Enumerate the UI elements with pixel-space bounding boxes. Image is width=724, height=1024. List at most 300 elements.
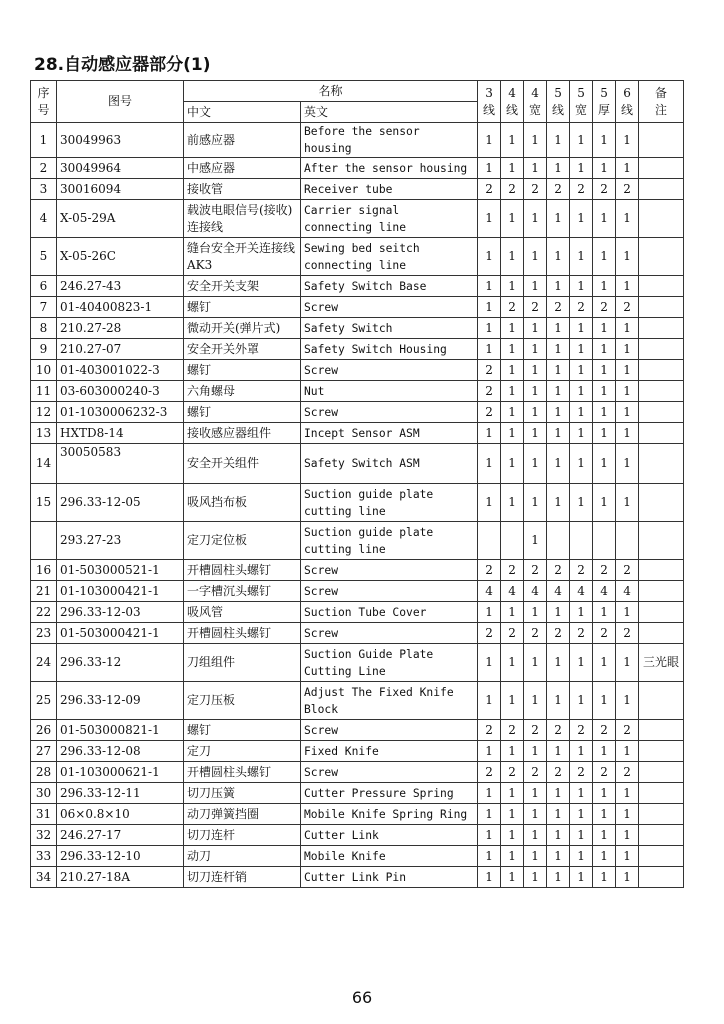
table-row: [31, 484, 684, 522]
part-name-cn: 开槽圆柱头螺钉: [184, 623, 301, 644]
quantity-cell: 1: [478, 741, 501, 762]
row-number: 7: [31, 297, 57, 318]
quantity-cell: 1: [593, 200, 616, 238]
part-name-cn: 切刀连杆销: [184, 867, 301, 888]
remark-cell: [639, 423, 684, 444]
part-name-en: Safety Switch: [301, 318, 478, 339]
quantity-cell: 1: [501, 444, 524, 484]
part-name-cn: 螺钉: [184, 402, 301, 423]
part-name-en: Suction guide plate cutting line: [301, 522, 478, 560]
header-part-no: 图号: [57, 81, 184, 123]
quantity-cell: 1: [593, 846, 616, 867]
quantity-cell: 1: [593, 360, 616, 381]
quantity-cell: 2: [593, 762, 616, 783]
row-number: 9: [31, 339, 57, 360]
quantity-cell: 1: [570, 318, 593, 339]
row-number: 32: [31, 825, 57, 846]
part-name-en: Sewing bed seitch connecting line: [301, 238, 478, 276]
part-name-en: Screw: [301, 297, 478, 318]
part-number: 210.27-28: [57, 318, 184, 339]
quantity-cell: 1: [570, 682, 593, 720]
quantity-cell: 2: [501, 179, 524, 200]
remark-cell: [639, 123, 684, 158]
part-name-cn: 载波电眼信号(接收)连接线: [184, 200, 301, 238]
table-row: [31, 867, 684, 888]
part-number: 246.27-43: [57, 276, 184, 297]
quantity-cell: 1: [593, 602, 616, 623]
quantity-cell: 1: [616, 804, 639, 825]
row-number: 28: [31, 762, 57, 783]
quantity-cell: 1: [547, 867, 570, 888]
quantity-cell: 1: [616, 339, 639, 360]
quantity-cell: 1: [524, 200, 547, 238]
quantity-cell: 2: [524, 762, 547, 783]
quantity-cell: 2: [501, 623, 524, 644]
table-row: [31, 825, 684, 846]
quantity-cell: 1: [616, 200, 639, 238]
quantity-cell: 1: [593, 123, 616, 158]
quantity-cell: 2: [547, 179, 570, 200]
remark-cell: [639, 444, 684, 484]
quantity-cell: 4: [524, 581, 547, 602]
quantity-cell: 2: [478, 762, 501, 783]
quantity-cell: 1: [570, 381, 593, 402]
header-model: 4 线: [501, 81, 524, 123]
quantity-cell: 2: [616, 720, 639, 741]
table-row: [31, 741, 684, 762]
part-number: 01-103000621-1: [57, 762, 184, 783]
row-number: 34: [31, 867, 57, 888]
quantity-cell: 1: [501, 423, 524, 444]
part-name-en: Cutter Pressure Spring: [301, 783, 478, 804]
part-name-cn: 接收感应器组件: [184, 423, 301, 444]
table-row: [31, 644, 684, 682]
quantity-cell: 4: [616, 581, 639, 602]
row-number: 1: [31, 123, 57, 158]
header-remark: 备 注: [639, 81, 684, 123]
row-number: [31, 522, 57, 560]
quantity-cell: 4: [547, 581, 570, 602]
quantity-cell: 1: [501, 783, 524, 804]
quantity-cell: 1: [570, 867, 593, 888]
quantity-cell: 2: [501, 560, 524, 581]
quantity-cell: 2: [547, 560, 570, 581]
part-name-cn: 定刀压板: [184, 682, 301, 720]
quantity-cell: 1: [616, 381, 639, 402]
quantity-cell: 1: [524, 804, 547, 825]
quantity-cell: 1: [478, 339, 501, 360]
quantity-cell: 2: [616, 560, 639, 581]
quantity-cell: 1: [547, 444, 570, 484]
quantity-cell: 1: [524, 238, 547, 276]
quantity-cell: 1: [570, 644, 593, 682]
header-cn: 中文: [184, 102, 301, 123]
quantity-cell: 1: [524, 867, 547, 888]
part-number: 296.33-12-05: [57, 484, 184, 522]
quantity-cell: 1: [501, 825, 524, 846]
row-number: 24: [31, 644, 57, 682]
quantity-cell: 1: [616, 444, 639, 484]
part-name-en: Cutter Link Pin: [301, 867, 478, 888]
part-name-en: Carrier signal connecting line: [301, 200, 478, 238]
quantity-cell: 1: [478, 423, 501, 444]
quantity-cell: 1: [547, 423, 570, 444]
part-name-cn: 吸风管: [184, 602, 301, 623]
quantity-cell: 1: [524, 339, 547, 360]
quantity-cell: 2: [570, 297, 593, 318]
part-name-cn: 开槽圆柱头螺钉: [184, 762, 301, 783]
part-name-cn: 中感应器: [184, 158, 301, 179]
quantity-cell: 4: [570, 581, 593, 602]
row-number: 33: [31, 846, 57, 867]
row-number: 16: [31, 560, 57, 581]
quantity-cell: 1: [547, 360, 570, 381]
quantity-cell: 1: [593, 423, 616, 444]
row-number: 25: [31, 682, 57, 720]
part-name-cn: 螺钉: [184, 297, 301, 318]
remark-cell: [639, 318, 684, 339]
quantity-cell: 1: [478, 200, 501, 238]
part-number: 296.33-12-10: [57, 846, 184, 867]
part-name-en: Mobile Knife: [301, 846, 478, 867]
quantity-cell: 1: [478, 783, 501, 804]
row-number: 12: [31, 402, 57, 423]
quantity-cell: 1: [616, 360, 639, 381]
quantity-cell: 2: [501, 762, 524, 783]
quantity-cell: 1: [593, 444, 616, 484]
remark-cell: [639, 179, 684, 200]
quantity-cell: 1: [593, 339, 616, 360]
quantity-cell: 1: [547, 602, 570, 623]
part-number: 01-503000421-1: [57, 623, 184, 644]
quantity-cell: 2: [570, 560, 593, 581]
quantity-cell: 1: [593, 644, 616, 682]
part-number: 03-603000240-3: [57, 381, 184, 402]
quantity-cell: 1: [501, 741, 524, 762]
table-row: [31, 720, 684, 741]
quantity-cell: 1: [547, 238, 570, 276]
quantity-cell: 1: [547, 339, 570, 360]
remark-cell: [639, 762, 684, 783]
quantity-cell: 1: [478, 602, 501, 623]
quantity-cell: 1: [570, 402, 593, 423]
quantity-cell: 1: [524, 276, 547, 297]
part-name-en: Screw: [301, 360, 478, 381]
quantity-cell: 2: [593, 623, 616, 644]
quantity-cell: 1: [501, 238, 524, 276]
table-row: [31, 179, 684, 200]
header-model: 5 厚: [593, 81, 616, 123]
quantity-cell: [616, 522, 639, 560]
table-row: [31, 360, 684, 381]
quantity-cell: 1: [524, 741, 547, 762]
quantity-cell: 1: [501, 200, 524, 238]
page-title: 28.自动感应器部分(1): [34, 55, 211, 75]
part-name-cn: 安全开关外罩: [184, 339, 301, 360]
page-number: 66: [351, 988, 373, 1007]
table-row: [31, 158, 684, 179]
remark-cell: [639, 825, 684, 846]
quantity-cell: 2: [593, 560, 616, 581]
quantity-cell: 1: [593, 741, 616, 762]
row-number: 21: [31, 581, 57, 602]
quantity-cell: 1: [547, 381, 570, 402]
quantity-cell: 1: [616, 123, 639, 158]
quantity-cell: 1: [547, 804, 570, 825]
quantity-cell: 1: [570, 276, 593, 297]
quantity-cell: 1: [570, 339, 593, 360]
quantity-cell: 1: [478, 644, 501, 682]
quantity-cell: 1: [478, 484, 501, 522]
part-name-cn: 缝台安全开关连接线 AK3: [184, 238, 301, 276]
quantity-cell: 2: [478, 360, 501, 381]
quantity-cell: 1: [547, 846, 570, 867]
quantity-cell: 4: [501, 581, 524, 602]
remark-cell: [639, 238, 684, 276]
quantity-cell: 1: [616, 846, 639, 867]
quantity-cell: 1: [501, 360, 524, 381]
quantity-cell: 2: [547, 297, 570, 318]
part-number: 246.27-17: [57, 825, 184, 846]
remark-cell: [639, 484, 684, 522]
part-name-en: Screw: [301, 560, 478, 581]
part-name-en: Screw: [301, 581, 478, 602]
remark-cell: [639, 158, 684, 179]
quantity-cell: 1: [501, 644, 524, 682]
row-number: 4: [31, 200, 57, 238]
parts-table-body: [31, 123, 684, 888]
quantity-cell: 2: [524, 560, 547, 581]
quantity-cell: 1: [547, 783, 570, 804]
part-name-cn: 动刀弹簧挡圈: [184, 804, 301, 825]
quantity-cell: 1: [547, 682, 570, 720]
quantity-cell: 1: [616, 484, 639, 522]
quantity-cell: 1: [547, 741, 570, 762]
remark-cell: [639, 682, 684, 720]
quantity-cell: [547, 522, 570, 560]
part-name-cn: 开槽圆柱头螺钉: [184, 560, 301, 581]
part-number: HXTD8-14: [57, 423, 184, 444]
part-name-cn: 动刀: [184, 846, 301, 867]
part-number: 296.33-12-11: [57, 783, 184, 804]
quantity-cell: 1: [524, 484, 547, 522]
quantity-cell: 1: [547, 484, 570, 522]
part-name-en: Safety Switch Base: [301, 276, 478, 297]
part-name-en: Cutter Link: [301, 825, 478, 846]
row-number: 6: [31, 276, 57, 297]
quantity-cell: 1: [478, 867, 501, 888]
quantity-cell: 2: [616, 179, 639, 200]
part-name-en: Safety Switch ASM: [301, 444, 478, 484]
part-name-en: Incept Sensor ASM: [301, 423, 478, 444]
quantity-cell: 1: [478, 318, 501, 339]
quantity-cell: 1: [524, 402, 547, 423]
part-number: 296.33-12-03: [57, 602, 184, 623]
quantity-cell: 1: [616, 318, 639, 339]
quantity-cell: 1: [547, 402, 570, 423]
row-number: 8: [31, 318, 57, 339]
remark-cell: [639, 581, 684, 602]
row-number: 15: [31, 484, 57, 522]
table-row: [31, 846, 684, 867]
quantity-cell: 1: [524, 522, 547, 560]
remark-cell: [639, 783, 684, 804]
part-number: 01-1030006232-3: [57, 402, 184, 423]
quantity-cell: 2: [478, 402, 501, 423]
quantity-cell: 2: [570, 179, 593, 200]
part-number: 30016094: [57, 179, 184, 200]
part-name-en: Suction Guide Plate Cutting Line: [301, 644, 478, 682]
part-number: 293.27-23: [57, 522, 184, 560]
part-name-cn: 吸风挡布板: [184, 484, 301, 522]
quantity-cell: 2: [547, 762, 570, 783]
part-number: 01-403001022-3: [57, 360, 184, 381]
quantity-cell: 2: [616, 297, 639, 318]
quantity-cell: 1: [570, 484, 593, 522]
row-number: 14: [31, 444, 57, 484]
quantity-cell: [593, 522, 616, 560]
quantity-cell: 2: [570, 762, 593, 783]
part-name-cn: 定刀: [184, 741, 301, 762]
row-number: 10: [31, 360, 57, 381]
part-name-cn: 螺钉: [184, 360, 301, 381]
row-number: 5: [31, 238, 57, 276]
quantity-cell: 1: [593, 381, 616, 402]
quantity-cell: 1: [616, 402, 639, 423]
quantity-cell: 2: [478, 179, 501, 200]
quantity-cell: 1: [570, 444, 593, 484]
part-name-en: Adjust The Fixed Knife Block: [301, 682, 478, 720]
part-name-en: Receiver tube: [301, 179, 478, 200]
row-number: 27: [31, 741, 57, 762]
quantity-cell: 1: [570, 158, 593, 179]
part-number: 210.27-07: [57, 339, 184, 360]
quantity-cell: 2: [478, 623, 501, 644]
quantity-cell: 1: [524, 444, 547, 484]
part-name-cn: 六角螺母: [184, 381, 301, 402]
part-name-en: After the sensor housing: [301, 158, 478, 179]
quantity-cell: [570, 522, 593, 560]
remark-cell: [639, 200, 684, 238]
quantity-cell: 2: [478, 720, 501, 741]
part-number: X-05-26C: [57, 238, 184, 276]
quantity-cell: 1: [593, 158, 616, 179]
quantity-cell: 1: [616, 602, 639, 623]
part-name-cn: 切刀连杆: [184, 825, 301, 846]
remark-cell: [639, 297, 684, 318]
quantity-cell: 1: [547, 825, 570, 846]
row-number: 23: [31, 623, 57, 644]
remark-cell: [639, 360, 684, 381]
quantity-cell: 1: [478, 846, 501, 867]
quantity-cell: 2: [501, 297, 524, 318]
remark-cell: [639, 623, 684, 644]
quantity-cell: [478, 522, 501, 560]
quantity-cell: 1: [616, 867, 639, 888]
quantity-cell: 1: [593, 402, 616, 423]
part-name-en: Nut: [301, 381, 478, 402]
quantity-cell: 1: [524, 682, 547, 720]
part-name-en: Screw: [301, 762, 478, 783]
part-name-cn: 螺钉: [184, 720, 301, 741]
quantity-cell: 1: [478, 825, 501, 846]
part-number: 210.27-18A: [57, 867, 184, 888]
header-model: 5 线: [547, 81, 570, 123]
remark-cell: [639, 276, 684, 297]
row-number: 2: [31, 158, 57, 179]
quantity-cell: 1: [524, 825, 547, 846]
part-number: 01-103000421-1: [57, 581, 184, 602]
row-number: 26: [31, 720, 57, 741]
table-row: [31, 560, 684, 581]
part-number: 01-503000521-1: [57, 560, 184, 581]
table-row: [31, 762, 684, 783]
quantity-cell: 2: [478, 381, 501, 402]
table-row: [31, 381, 684, 402]
quantity-cell: 1: [501, 276, 524, 297]
quantity-cell: 1: [616, 741, 639, 762]
quantity-cell: 1: [593, 682, 616, 720]
header-model: 5 宽: [570, 81, 593, 123]
table-row: [31, 581, 684, 602]
part-name-cn: 切刀压簧: [184, 783, 301, 804]
quantity-cell: 1: [501, 484, 524, 522]
part-name-cn: 一字槽沉头螺钉: [184, 581, 301, 602]
quantity-cell: 2: [593, 720, 616, 741]
part-name-en: Suction guide plate cutting line: [301, 484, 478, 522]
quantity-cell: 1: [570, 238, 593, 276]
table-row: [31, 783, 684, 804]
quantity-cell: 1: [570, 423, 593, 444]
quantity-cell: 1: [616, 423, 639, 444]
quantity-cell: 2: [616, 762, 639, 783]
quantity-cell: 2: [501, 720, 524, 741]
remark-cell: [639, 602, 684, 623]
remark-cell: [639, 741, 684, 762]
table-row: [31, 804, 684, 825]
quantity-cell: 1: [570, 123, 593, 158]
part-name-cn: 定刀定位板: [184, 522, 301, 560]
quantity-cell: 1: [593, 276, 616, 297]
quantity-cell: 1: [478, 276, 501, 297]
quantity-cell: 1: [501, 318, 524, 339]
part-name-en: Screw: [301, 720, 478, 741]
part-number: 01-40400823-1: [57, 297, 184, 318]
quantity-cell: 1: [547, 318, 570, 339]
quantity-cell: 1: [478, 123, 501, 158]
quantity-cell: 1: [547, 276, 570, 297]
quantity-cell: 1: [593, 825, 616, 846]
part-name-en: Mobile Knife Spring Ring: [301, 804, 478, 825]
remark-cell: [639, 846, 684, 867]
quantity-cell: 1: [616, 682, 639, 720]
quantity-cell: 1: [501, 602, 524, 623]
quantity-cell: 1: [570, 741, 593, 762]
quantity-cell: 1: [616, 158, 639, 179]
quantity-cell: 1: [478, 804, 501, 825]
table-row: [31, 423, 684, 444]
quantity-cell: 1: [501, 867, 524, 888]
table-row: [31, 444, 684, 484]
part-name-en: Before the sensor housing: [301, 123, 478, 158]
table-row: [31, 276, 684, 297]
quantity-cell: 1: [547, 158, 570, 179]
part-name-cn: 刀组组件: [184, 644, 301, 682]
quantity-cell: 1: [524, 318, 547, 339]
quantity-cell: 4: [478, 581, 501, 602]
quantity-cell: 2: [478, 560, 501, 581]
quantity-cell: 1: [547, 200, 570, 238]
